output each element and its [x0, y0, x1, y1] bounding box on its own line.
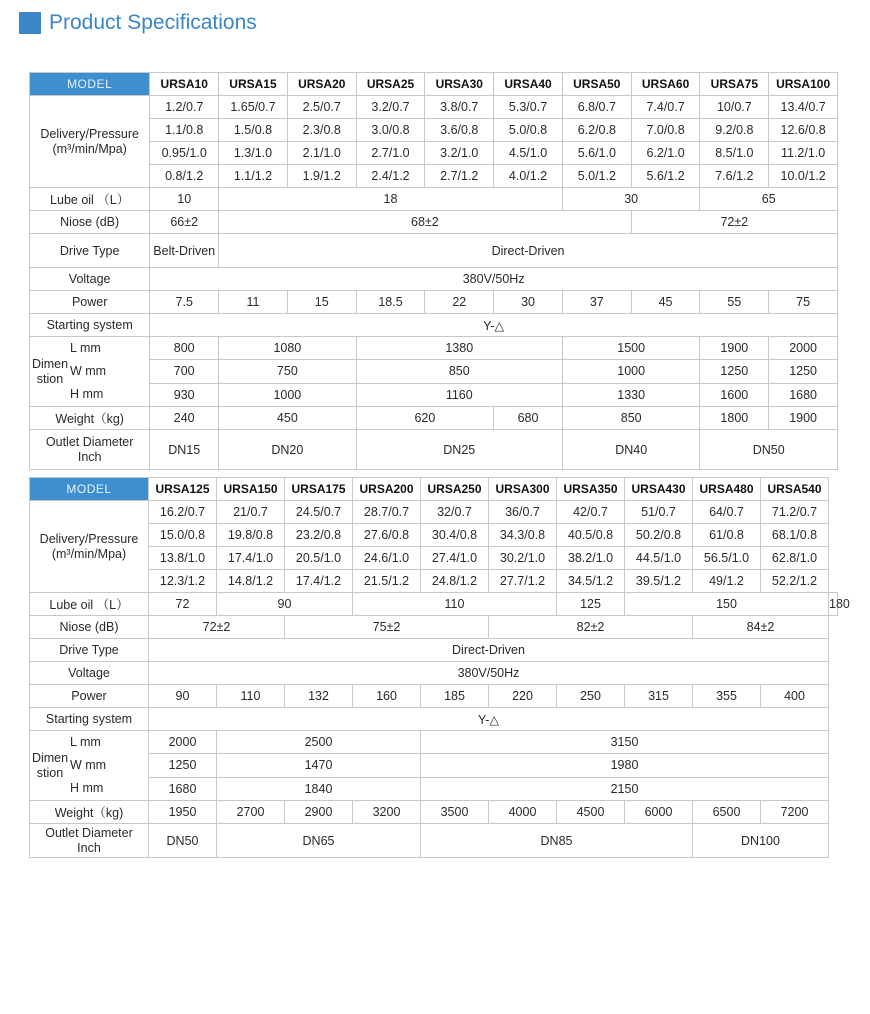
delivery-cell: 11.2/1.0: [769, 142, 838, 165]
weight-cell: 1900: [769, 407, 838, 430]
delivery-cell: 12.3/1.2: [149, 570, 217, 593]
delivery-cell: 68.1/0.8: [761, 524, 829, 547]
lube-cell: 180: [829, 593, 838, 616]
delivery-cell: 0.8/1.2: [150, 165, 219, 188]
lube-cell: 110: [353, 593, 557, 616]
weight-cell: 6500: [693, 801, 761, 824]
dim-w-cell: 1250: [149, 754, 217, 777]
dim-l-cell: 1900: [700, 337, 769, 360]
delivery-cell: 20.5/1.0: [285, 547, 353, 570]
delivery-label: [30, 501, 149, 593]
delivery-cell: 30.4/0.8: [421, 524, 489, 547]
delivery-cell: 6.2/1.0: [631, 142, 700, 165]
power-cell: 11: [219, 291, 288, 314]
delivery-cell: 27.4/1.0: [421, 547, 489, 570]
delivery-cell: 38.2/1.0: [557, 547, 625, 570]
weight-cell: 450: [219, 407, 357, 430]
delivery-cell: 10/0.7: [700, 96, 769, 119]
weight-cell: 1950: [149, 801, 217, 824]
dimen-w-label: W mm: [70, 364, 107, 378]
weight-row: [30, 407, 838, 430]
lube-cell: 150: [625, 593, 829, 616]
dim-w-cell: 850: [356, 360, 562, 383]
heading-accent-bar: [19, 12, 41, 34]
power-cell: 15: [287, 291, 356, 314]
dim-l-cell: 3150: [421, 731, 829, 754]
model-cell: URSA540: [761, 478, 829, 501]
weight-cell: 3200: [353, 801, 421, 824]
model-cell: URSA250: [421, 478, 489, 501]
model-cell: URSA350: [557, 478, 625, 501]
weight-cell: 2900: [285, 801, 353, 824]
weight-cell: 4500: [557, 801, 625, 824]
lube-cell: 18: [219, 188, 563, 211]
delivery-cell: 5.6/1.2: [631, 165, 700, 188]
dim-h-cell: 1000: [219, 383, 357, 406]
delivery-cell: 6.2/0.8: [562, 119, 631, 142]
dimen-label: [30, 731, 149, 801]
noise-cell: 75±2: [285, 616, 489, 639]
dimen-h-label: H mm: [70, 387, 104, 401]
power-cell: 30: [494, 291, 563, 314]
power-cell: 160: [353, 685, 421, 708]
delivery-cell: 30.2/1.0: [489, 547, 557, 570]
dimen-l-label: L mm: [70, 341, 101, 355]
outlet-cell: DN25: [356, 430, 562, 470]
model-row: [30, 478, 838, 501]
dim-h-cell: 2150: [421, 777, 829, 800]
delivery-cell: 3.2/0.7: [356, 96, 425, 119]
delivery-cell: 27.6/0.8: [353, 524, 421, 547]
delivery-cell: 24.8/1.2: [421, 570, 489, 593]
delivery-cell: 49/1.2: [693, 570, 761, 593]
outlet-label-line2: Inch: [77, 840, 101, 855]
drive-row: [30, 234, 838, 268]
delivery-cell: 19.8/0.8: [217, 524, 285, 547]
weight-cell: 4000: [489, 801, 557, 824]
dim-h-row: [30, 777, 838, 800]
delivery-cell: 2.7/1.0: [356, 142, 425, 165]
outlet-cell: DN15: [150, 430, 219, 470]
starting-row: [30, 314, 838, 337]
delivery-cell: 2.1/1.0: [287, 142, 356, 165]
dim-h-cell: 930: [150, 383, 219, 406]
dimen-word: [30, 337, 70, 406]
delivery-cell: 5.6/1.0: [562, 142, 631, 165]
delivery-label-line1: Delivery/Pressure: [39, 531, 139, 546]
delivery-cell: 36/0.7: [489, 501, 557, 524]
power-cell: 220: [489, 685, 557, 708]
delivery-cell: 5.0/1.2: [562, 165, 631, 188]
delivery-row: [30, 119, 838, 142]
weight-cell: 2700: [217, 801, 285, 824]
dim-w-row: [30, 754, 838, 777]
voltage-cell: 380V/50Hz: [149, 662, 829, 685]
delivery-cell: 2.3/0.8: [287, 119, 356, 142]
noise-cell: 84±2: [693, 616, 829, 639]
delivery-row: [30, 547, 838, 570]
delivery-cell: 17.4/1.2: [285, 570, 353, 593]
delivery-cell: 1.5/0.8: [219, 119, 288, 142]
delivery-cell: 0.95/1.0: [150, 142, 219, 165]
noise-cell: 72±2: [149, 616, 285, 639]
lube-cell: 90: [217, 593, 353, 616]
outlet-cell: DN40: [562, 430, 700, 470]
drive-label: Drive Type: [30, 639, 149, 662]
delivery-cell: 23.2/0.8: [285, 524, 353, 547]
dim-w-row: [30, 360, 838, 383]
delivery-row: [30, 570, 838, 593]
dimen-units: [70, 731, 148, 800]
dim-l-cell: 1380: [356, 337, 562, 360]
outlet-cell: DN65: [217, 824, 421, 858]
delivery-cell: 34.3/0.8: [489, 524, 557, 547]
dim-w-cell: 1250: [700, 360, 769, 383]
outlet-label: [30, 430, 150, 470]
delivery-row: [30, 524, 838, 547]
model-cell: URSA10: [150, 73, 219, 96]
model-cell: URSA200: [353, 478, 421, 501]
model-cell: URSA430: [625, 478, 693, 501]
power-cell: 7.5: [150, 291, 219, 314]
model-header: MODEL: [30, 73, 150, 96]
outlet-cell: DN100: [693, 824, 829, 858]
delivery-cell: 13.4/0.7: [769, 96, 838, 119]
weight-row: [30, 801, 838, 824]
model-cell: URSA25: [356, 73, 425, 96]
delivery-cell: 24.5/0.7: [285, 501, 353, 524]
dim-l-row: [30, 337, 838, 360]
drive-row: [30, 639, 838, 662]
outlet-cell: DN20: [219, 430, 357, 470]
delivery-cell: 7.0/0.8: [631, 119, 700, 142]
delivery-cell: 12.6/0.8: [769, 119, 838, 142]
delivery-cell: 13.8/1.0: [149, 547, 217, 570]
dimen-line2: stion: [36, 371, 64, 386]
outlet-cell: DN50: [149, 824, 217, 858]
noise-row: [30, 211, 838, 234]
starting-cell: Y-△: [149, 708, 829, 731]
lube-cell: 10: [150, 188, 219, 211]
delivery-cell: 71.2/0.7: [761, 501, 829, 524]
dim-h-cell: 1600: [700, 383, 769, 406]
delivery-cell: 17.4/1.0: [217, 547, 285, 570]
delivery-row: [30, 96, 838, 119]
power-row: [30, 685, 838, 708]
model-cell: URSA40: [494, 73, 563, 96]
delivery-cell: 1.2/0.7: [150, 96, 219, 119]
outlet-label-line2: Inch: [77, 449, 102, 464]
noise-cell: 66±2: [150, 211, 219, 234]
delivery-cell: 2.4/1.2: [356, 165, 425, 188]
power-cell: 355: [693, 685, 761, 708]
drive-cell: Direct-Driven: [219, 234, 838, 268]
lube-label: Lube oil （L）: [30, 593, 149, 616]
power-row: [30, 291, 838, 314]
delivery-cell: 4.5/1.0: [494, 142, 563, 165]
delivery-cell: 64/0.7: [693, 501, 761, 524]
model-cell: URSA300: [489, 478, 557, 501]
delivery-cell: 27.7/1.2: [489, 570, 557, 593]
starting-label: Starting system: [30, 708, 149, 731]
delivery-cell: 52.2/1.2: [761, 570, 829, 593]
weight-cell: 7200: [761, 801, 829, 824]
dim-l-cell: 1500: [562, 337, 700, 360]
dimen-word: [30, 731, 70, 800]
lube-row: [30, 188, 838, 211]
delivery-cell: 9.2/0.8: [700, 119, 769, 142]
delivery-label-line2: (m³/min/Mpa): [52, 141, 127, 156]
model-cell: URSA150: [217, 478, 285, 501]
power-cell: 22: [425, 291, 494, 314]
delivery-cell: 21.5/1.2: [353, 570, 421, 593]
model-cell: URSA175: [285, 478, 353, 501]
voltage-cell: 380V/50Hz: [150, 268, 838, 291]
dim-l-cell: 800: [150, 337, 219, 360]
drive-cell: Belt-Driven: [150, 234, 219, 268]
starting-row: [30, 708, 838, 731]
power-cell: 315: [625, 685, 693, 708]
model-cell: URSA60: [631, 73, 700, 96]
delivery-row: [30, 165, 838, 188]
delivery-cell: 34.5/1.2: [557, 570, 625, 593]
delivery-cell: 5.3/0.7: [494, 96, 563, 119]
power-cell: 75: [769, 291, 838, 314]
dim-w-cell: 1250: [769, 360, 838, 383]
starting-label: Starting system: [30, 314, 150, 337]
dimen-inner: [30, 731, 148, 800]
model-cell: URSA30: [425, 73, 494, 96]
dimen-label: [30, 337, 150, 407]
dim-w-cell: 700: [150, 360, 219, 383]
delivery-cell: 21/0.7: [217, 501, 285, 524]
delivery-cell: 28.7/0.7: [353, 501, 421, 524]
power-cell: 400: [761, 685, 829, 708]
lube-cell: 125: [557, 593, 625, 616]
dimen-units: [70, 337, 149, 406]
weight-cell: 3500: [421, 801, 489, 824]
dim-l-cell: 2000: [149, 731, 217, 754]
power-cell: 55: [700, 291, 769, 314]
drive-label: Drive Type: [30, 234, 150, 268]
power-label: Power: [30, 685, 149, 708]
power-cell: 37: [562, 291, 631, 314]
noise-cell: 82±2: [489, 616, 693, 639]
weight-cell: 240: [150, 407, 219, 430]
delivery-cell: 50.2/0.8: [625, 524, 693, 547]
weight-cell: 850: [562, 407, 700, 430]
noise-cell: 72±2: [631, 211, 837, 234]
voltage-label: Voltage: [30, 268, 150, 291]
page-heading: [19, 10, 257, 36]
delivery-cell: 3.8/0.7: [425, 96, 494, 119]
model-cell: URSA100: [769, 73, 838, 96]
delivery-cell: 39.5/1.2: [625, 570, 693, 593]
voltage-row: [30, 268, 838, 291]
lube-cell: 30: [562, 188, 700, 211]
delivery-cell: 1.65/0.7: [219, 96, 288, 119]
model-row: [30, 73, 838, 96]
weight-cell: 620: [356, 407, 494, 430]
delivery-cell: 16.2/0.7: [149, 501, 217, 524]
delivery-cell: 42/0.7: [557, 501, 625, 524]
dim-l-cell: 2500: [217, 731, 421, 754]
outlet-cell: DN85: [421, 824, 693, 858]
delivery-cell: 10.0/1.2: [769, 165, 838, 188]
model-cell: URSA480: [693, 478, 761, 501]
power-cell: 45: [631, 291, 700, 314]
weight-cell: 680: [494, 407, 563, 430]
delivery-cell: 40.5/0.8: [557, 524, 625, 547]
delivery-cell: 2.5/0.7: [287, 96, 356, 119]
dimen-line2: stion: [36, 765, 64, 780]
delivery-cell: 1.3/1.0: [219, 142, 288, 165]
noise-cell: 68±2: [219, 211, 632, 234]
dim-l-cell: 2000: [769, 337, 838, 360]
delivery-label-line2: (m³/min/Mpa): [51, 546, 127, 561]
delivery-cell: 61/0.8: [693, 524, 761, 547]
voltage-label: Voltage: [30, 662, 149, 685]
delivery-label-line1: Delivery/Pressure: [40, 126, 139, 141]
delivery-cell: 7.4/0.7: [631, 96, 700, 119]
delivery-cell: 4.0/1.2: [494, 165, 563, 188]
delivery-cell: 56.5/1.0: [693, 547, 761, 570]
weight-label: Weight（kg): [30, 801, 149, 824]
model-cell: URSA20: [287, 73, 356, 96]
weight-label: Weight（kg): [30, 407, 150, 430]
outlet-label-line1: Outlet Diameter: [45, 434, 134, 449]
voltage-row: [30, 662, 838, 685]
noise-label: Niose (dB): [30, 616, 149, 639]
noise-label: Niose (dB): [30, 211, 150, 234]
dimen-h-label: H mm: [70, 781, 104, 795]
weight-cell: 1800: [700, 407, 769, 430]
delivery-cell: 32/0.7: [421, 501, 489, 524]
delivery-label: [30, 96, 150, 188]
outlet-cell: DN50: [700, 430, 838, 470]
delivery-row: [30, 501, 838, 524]
dimen-line1: Dimen: [31, 750, 69, 765]
model-cell: URSA50: [562, 73, 631, 96]
dimen-w-label: W mm: [70, 758, 107, 772]
dim-h-cell: 1840: [217, 777, 421, 800]
delivery-cell: 15.0/0.8: [149, 524, 217, 547]
delivery-cell: 7.6/1.2: [700, 165, 769, 188]
delivery-cell: 8.5/1.0: [700, 142, 769, 165]
delivery-cell: 1.9/1.2: [287, 165, 356, 188]
model-cell: URSA125: [149, 478, 217, 501]
lube-cell: 72: [149, 593, 217, 616]
delivery-cell: 3.0/0.8: [356, 119, 425, 142]
power-cell: 132: [285, 685, 353, 708]
delivery-cell: 6.8/0.7: [562, 96, 631, 119]
dim-l-cell: 1080: [219, 337, 357, 360]
delivery-cell: 1.1/1.2: [219, 165, 288, 188]
dim-w-cell: 1980: [421, 754, 829, 777]
delivery-cell: 3.2/1.0: [425, 142, 494, 165]
power-cell: 18.5: [356, 291, 425, 314]
model-cell: URSA75: [700, 73, 769, 96]
lube-label: Lube oil （L）: [30, 188, 150, 211]
power-cell: 110: [217, 685, 285, 708]
weight-cell: 6000: [625, 801, 693, 824]
model-cell: URSA15: [219, 73, 288, 96]
dim-w-cell: 750: [219, 360, 357, 383]
power-cell: 250: [557, 685, 625, 708]
dim-h-cell: 1330: [562, 383, 700, 406]
dimen-inner: [30, 337, 149, 406]
spec-table-2: [29, 477, 850, 858]
lube-row: [30, 593, 838, 616]
outlet-row: [30, 430, 838, 470]
dim-w-cell: 1000: [562, 360, 700, 383]
delivery-row: [30, 142, 838, 165]
noise-row: [30, 616, 838, 639]
dimen-l-label: L mm: [70, 735, 101, 749]
delivery-cell: 51/0.7: [625, 501, 693, 524]
outlet-row: [30, 824, 838, 858]
drive-cell: Direct-Driven: [149, 639, 829, 662]
delivery-cell: 62.8/1.0: [761, 547, 829, 570]
dim-h-cell: 1680: [769, 383, 838, 406]
delivery-cell: 44.5/1.0: [625, 547, 693, 570]
power-label: Power: [30, 291, 150, 314]
starting-cell: Y-△: [150, 314, 838, 337]
outlet-label-line1: Outlet Diameter: [45, 825, 133, 840]
power-cell: 90: [149, 685, 217, 708]
model-header: MODEL: [30, 478, 149, 501]
delivery-cell: 2.7/1.2: [425, 165, 494, 188]
dim-h-cell: 1160: [356, 383, 562, 406]
dim-h-cell: 1680: [149, 777, 217, 800]
lube-cell: 65: [700, 188, 838, 211]
delivery-cell: 24.6/1.0: [353, 547, 421, 570]
outlet-label: [30, 824, 149, 858]
page-title: Product Specifications: [49, 11, 257, 34]
dimen-line1: Dimen: [31, 356, 69, 371]
dim-w-cell: 1470: [217, 754, 421, 777]
dim-h-row: [30, 383, 838, 406]
delivery-cell: 14.8/1.2: [217, 570, 285, 593]
dim-l-row: [30, 731, 838, 754]
spec-table-1: [29, 72, 838, 470]
delivery-cell: 1.1/0.8: [150, 119, 219, 142]
delivery-cell: 3.6/0.8: [425, 119, 494, 142]
delivery-cell: 5.0/0.8: [494, 119, 563, 142]
power-cell: 185: [421, 685, 489, 708]
